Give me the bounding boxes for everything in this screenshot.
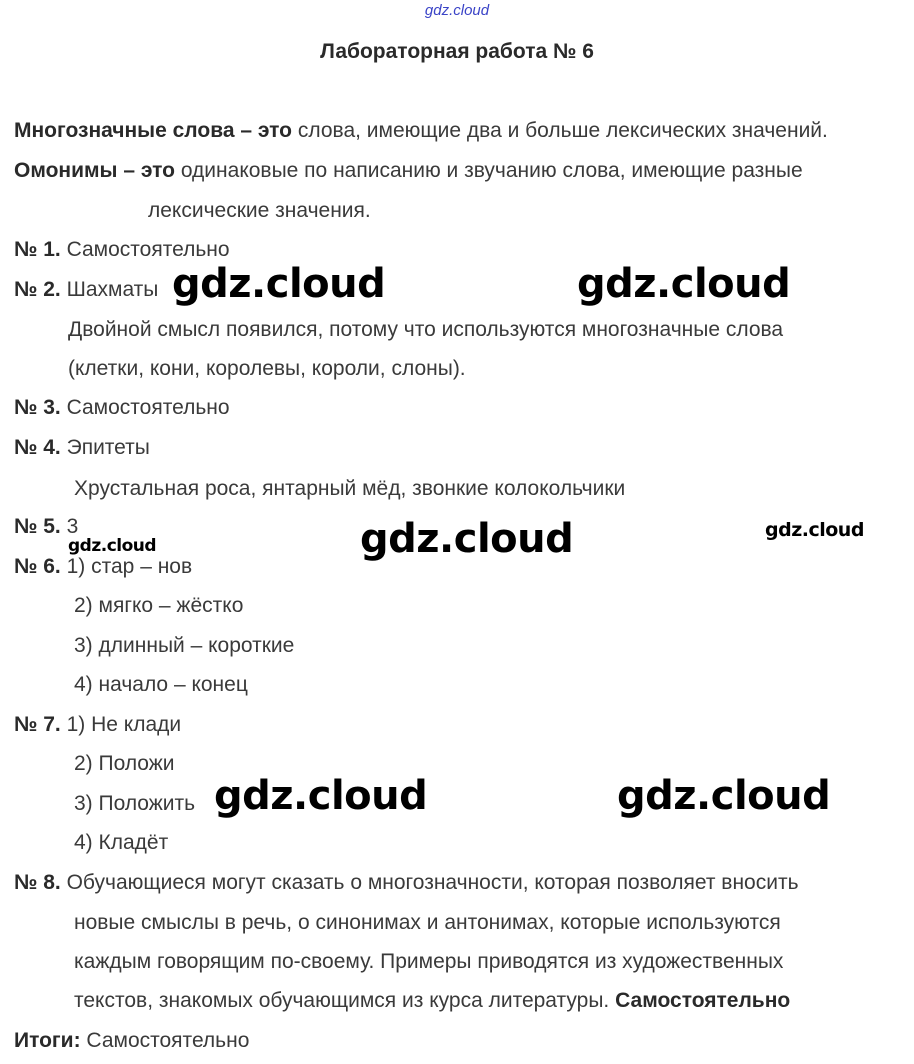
- task-number: № 7.: [14, 713, 61, 736]
- page-title: Лабораторная работа № 6: [320, 40, 594, 63]
- task-8-line: каждым говорящим по-своему. Примеры приводятся из художественных: [74, 950, 784, 973]
- definition-text: одинаковые по написанию и звучанию слова, имеющие разные: [175, 159, 803, 182]
- task-item: 1) Не клади: [66, 713, 182, 736]
- task-answer: Обучающиеся могут сказать о многозначности, которая позволяет вносить: [60, 871, 799, 894]
- task-8-line-text: текстов, знакомых обучающимся из курса литературы.: [74, 989, 610, 1012]
- task-number: № 4.: [14, 436, 61, 459]
- task-answer: Самостоятельно: [60, 396, 230, 419]
- task-item: 3) Положить: [74, 792, 196, 815]
- task-item: 4) начало – конец: [74, 673, 248, 696]
- task-2-examples: (клетки, кони, королевы, короли, слоны).: [68, 357, 466, 380]
- task-answer: Самостоятельно: [60, 238, 230, 261]
- definition-term: Многозначные слова – это: [14, 119, 293, 142]
- definition-term: Омонимы – это: [14, 159, 175, 182]
- summary-text: Самостоятельно: [80, 1029, 250, 1052]
- task-answer: 3: [60, 515, 79, 538]
- task-3: [14, 395, 230, 421]
- watermark: gdz.cloud: [68, 536, 157, 556]
- watermark: gdz.cloud: [360, 516, 574, 562]
- task-8: [14, 870, 799, 896]
- task-7: [14, 712, 181, 738]
- definition-text: слова, имеющие два и больше лексических значений.: [292, 119, 828, 142]
- task-8-line: новые смыслы в речь, о синонимах и антонимах, которые используются: [74, 911, 781, 934]
- task-4: [14, 435, 150, 461]
- watermark: gdz.cloud: [214, 773, 428, 819]
- definition-homonyms: [14, 158, 803, 184]
- task-number: № 5.: [14, 515, 61, 538]
- task-number: № 1.: [14, 238, 61, 261]
- definition-polysemy: [14, 118, 828, 144]
- watermark: gdz.cloud: [617, 773, 831, 819]
- task-number: № 8.: [14, 871, 61, 894]
- task-8-line-bold: Самостоятельно: [609, 989, 791, 1012]
- task-answer: Эпитеты: [60, 436, 150, 459]
- watermark-top: gdz.cloud: [424, 2, 490, 19]
- watermark: gdz.cloud: [172, 261, 386, 307]
- task-answer: Шахматы: [60, 278, 159, 301]
- definition-homonyms-continued: лексические значения.: [148, 199, 371, 222]
- task-4-examples: Хрустальная роса, янтарный мёд, звонкие колокольчики: [74, 477, 626, 500]
- summary: [14, 1028, 249, 1054]
- task-item: 2) Положи: [74, 752, 175, 775]
- watermark: gdz.cloud: [577, 261, 791, 307]
- task-item: 3) длинный – короткие: [74, 634, 295, 657]
- task-8-line: [74, 988, 790, 1014]
- task-number: № 3.: [14, 396, 61, 419]
- task-2: [14, 277, 158, 303]
- summary-label: Итоги:: [14, 1029, 81, 1052]
- task-number: № 6.: [14, 555, 61, 578]
- task-item: 1) стар – нов: [66, 555, 193, 578]
- task-item: 2) мягко – жёстко: [74, 594, 244, 617]
- task-number: № 2.: [14, 278, 61, 301]
- watermark: gdz.cloud: [765, 519, 864, 541]
- task-2-explanation: Двойной смысл появился, потому что используются многозначные слова: [68, 318, 784, 341]
- task-item: 4) Кладёт: [74, 831, 169, 854]
